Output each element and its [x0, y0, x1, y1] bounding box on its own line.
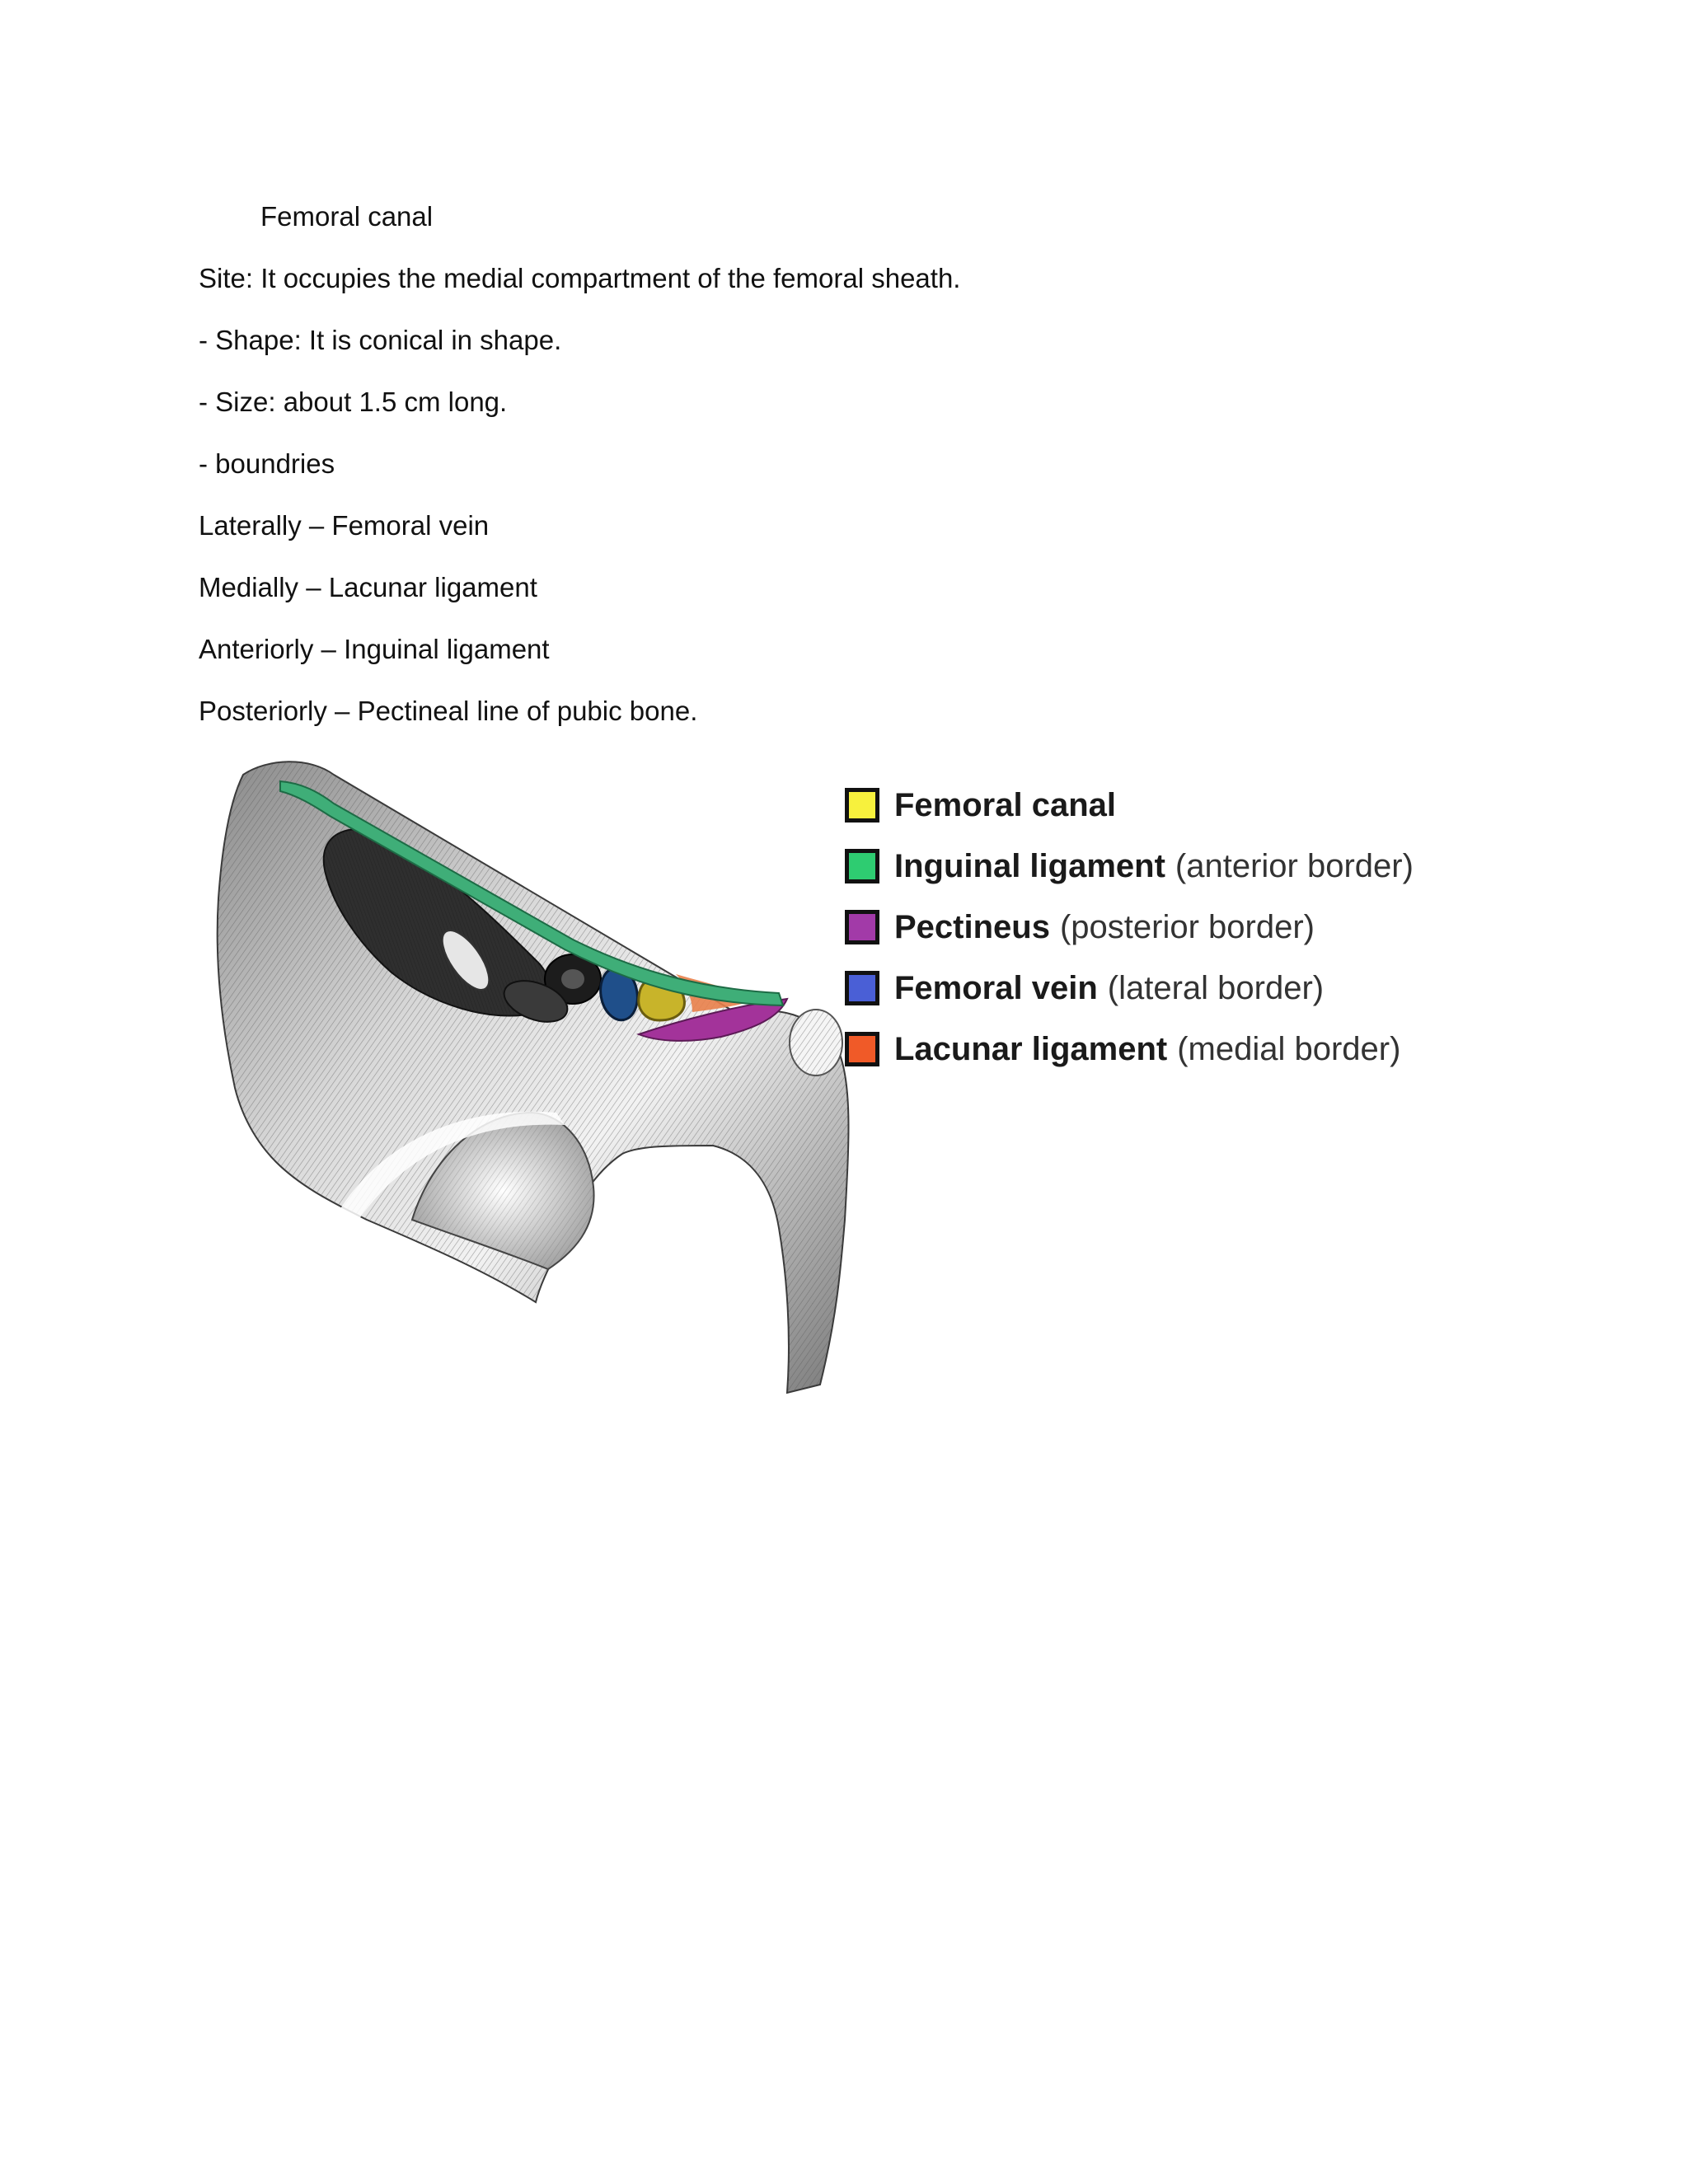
- text-line-anterior: Anteriorly – Inguinal ligament: [199, 634, 550, 664]
- legend-name: Femoral canal: [894, 786, 1117, 823]
- figure-legend: [845, 775, 1554, 1080]
- text-line-boundaries: - boundries: [199, 448, 335, 479]
- legend-name: Femoral vein: [894, 969, 1098, 1006]
- legend-item-inguinal-ligament: [845, 836, 1554, 897]
- legend-name: Pectineus: [894, 908, 1050, 945]
- legend-note: (anterior border): [1175, 847, 1414, 884]
- text-line-lateral: Laterally – Femoral vein: [199, 510, 490, 541]
- legend-item-femoral-vein: [845, 958, 1554, 1019]
- text-line-posterior: Posteriorly – Pectineal line of pubic bone.: [199, 696, 698, 726]
- page-title: Femoral canal: [260, 201, 434, 232]
- legend-name: Inguinal ligament: [894, 847, 1165, 884]
- legend-item-pectineus: [845, 897, 1554, 958]
- legend-name: Lacunar ligament: [894, 1030, 1168, 1067]
- legend-swatch: [845, 788, 879, 823]
- legend-note: (lateral border): [1107, 969, 1325, 1006]
- legend-item-femoral-canal: [845, 775, 1554, 836]
- text-line-medial: Medially – Lacunar ligament: [199, 572, 537, 602]
- legend-swatch: [845, 849, 879, 883]
- legend-item-lacunar-ligament: [845, 1019, 1554, 1080]
- text-line-shape: - Shape: It is conical in shape.: [199, 325, 562, 355]
- legend-note: (posterior border): [1059, 908, 1315, 945]
- legend-swatch: [845, 971, 879, 1005]
- legend-swatch: [845, 910, 879, 944]
- legend-note: (medial border): [1177, 1030, 1401, 1067]
- legend-swatch: [845, 1032, 879, 1066]
- text-line-size: - Size: about 1.5 cm long.: [199, 387, 508, 417]
- text-line-site: Site: It occupies the medial compartment of the femoral sheath.: [199, 263, 961, 293]
